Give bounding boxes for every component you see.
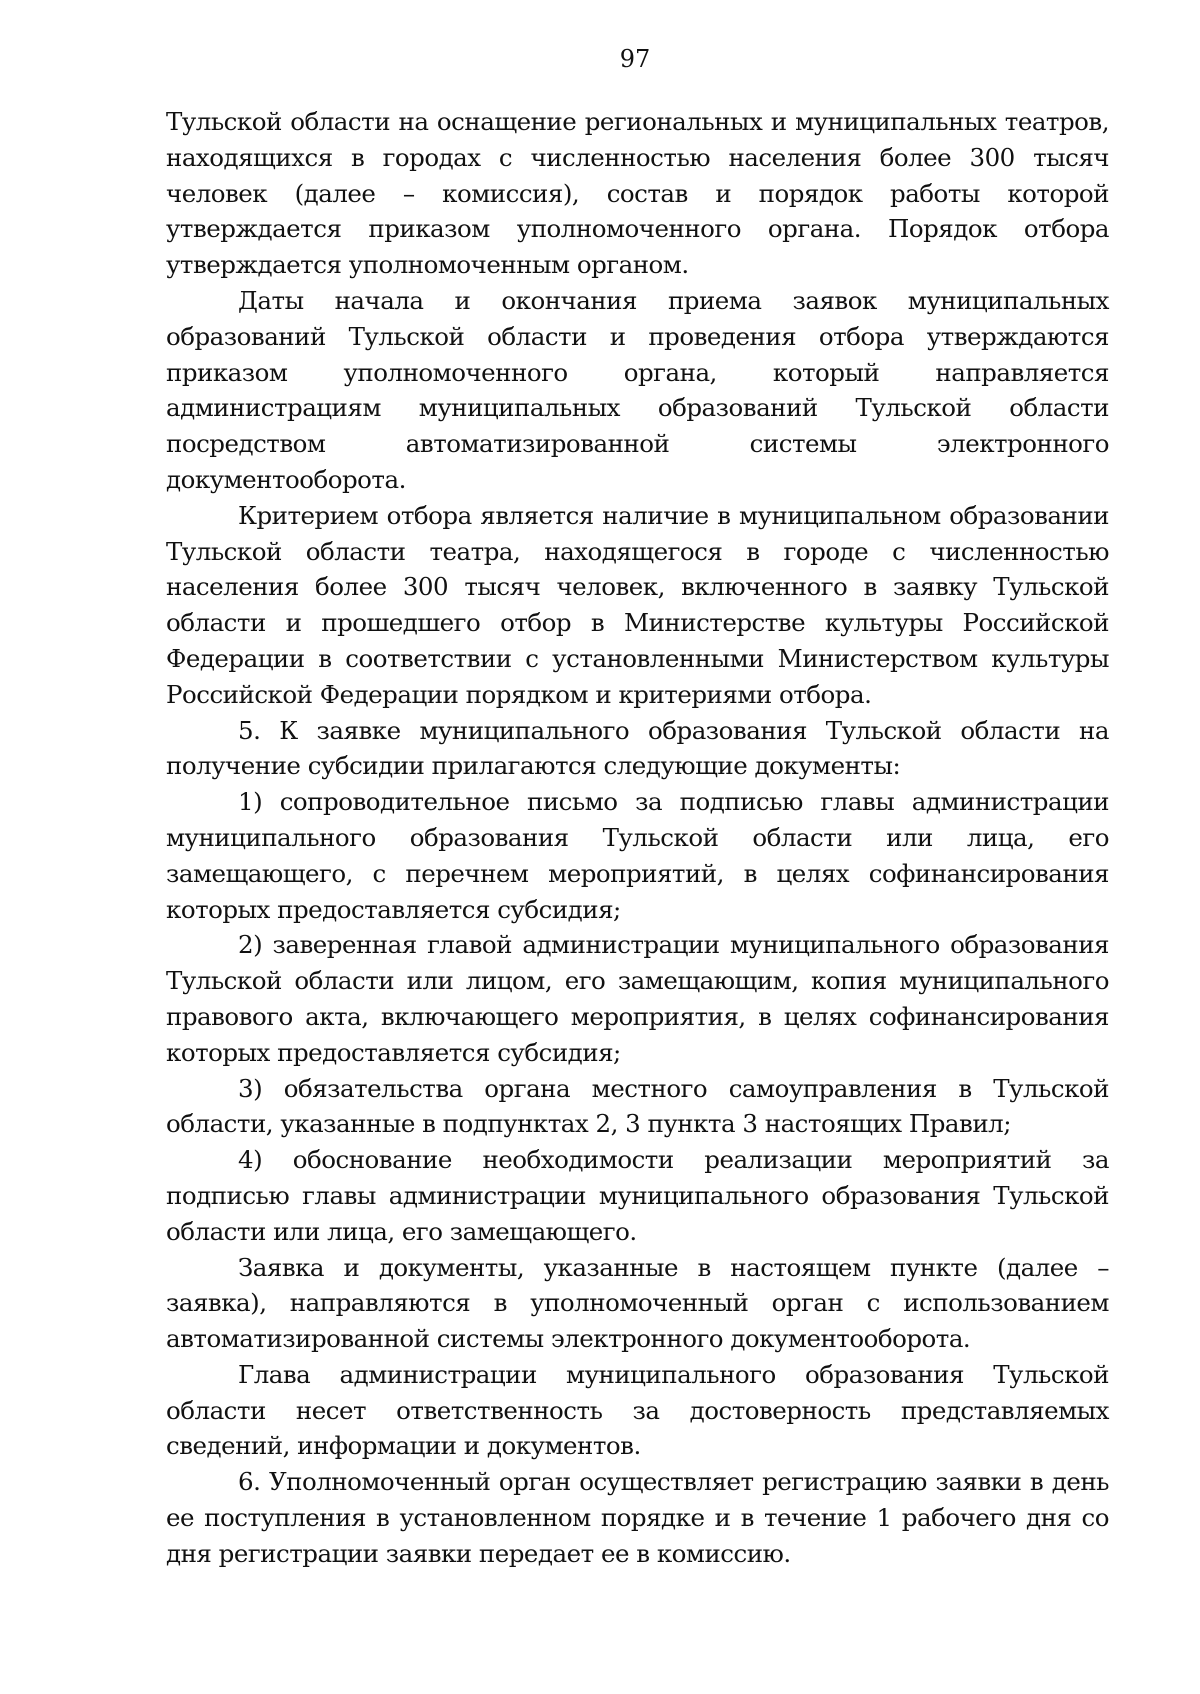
paragraph-subitem-2: 2) заверенная главой администрации муниципального образования Тульской области или лицом, его замещающим, копия муниципального правового акта, включающего мероприятия, в целях софинансирования которых предоставляется субсидия; <box>166 930 1109 1067</box>
paragraph-commission-intro: Тульской области на оснащение региональных и муниципальных театров, находящихся в городах с численностью населения более 300 тысяч человек (далее – комиссия), состав и порядок работы которой утверждается приказом уполномоченного органа. Порядок отбора утверждается уполномоченным органом. <box>166 107 1109 280</box>
paragraph-item-5: 5. К заявке муниципального образования Тульской области на получение субсидии прилагаются следующие документы: <box>166 715 1109 781</box>
page-number: 97 <box>619 45 651 73</box>
paragraph-head-responsibility: Глава администрации муниципального образования Тульской области несет ответственность за достоверность представляемых сведений, информации и документов. <box>166 1359 1109 1461</box>
paragraph-selection-criterion: Критерием отбора является наличие в муниципальном образовании Тульской области театра, находящегося в городе с численностью населения более 300 тысяч человек, включенного в заявку Тульской области и прошедшего отбор в Министерстве культуры Российской Федерации в соответствии с установленными Министерством культуры Российской Федерации порядком и критериями отбора. <box>166 500 1109 709</box>
paragraph-application-dates: Даты начала и окончания приема заявок муниципальных образований Тульской области и проведения отбора утверждаются приказом уполномоченного органа, который направляется администрациям муниципальных образований Тульской области посредством автоматизированной системы электронного документооборота. <box>166 285 1109 494</box>
paragraph-subitem-4: 4) обоснование необходимости реализации мероприятий за подписью главы администрации муниципального образования Тульской области или лица, его замещающего. <box>166 1145 1109 1246</box>
paragraph-item-6: 6. Уполномоченный орган осуществляет регистрацию заявки в день ее поступления в установленном порядке и в течение 1 рабочего дня со дня регистрации заявки передает ее в комиссию. <box>166 1467 1109 1568</box>
paragraph-subitem-3: 3) обязательства органа местного самоуправления в Тульской области, указанные в подпунктах 2, 3 пункта 3 настоящих Правил; <box>166 1073 1109 1139</box>
paragraph-subitem-1: 1) сопроводительное письмо за подписью главы администрации муниципального образования Тульской области или лица, его замещающего, с перечнем мероприятий, в целях софинансирования которых предоставляется субсидия; <box>166 787 1109 924</box>
paragraph-application-submission: Заявка и документы, указанные в настоящем пункте (далее – заявка), направляются в уполномоченный орган с использованием автоматизированной системы электронного документооборота. <box>166 1252 1109 1354</box>
document-body <box>166 104 1109 1572</box>
